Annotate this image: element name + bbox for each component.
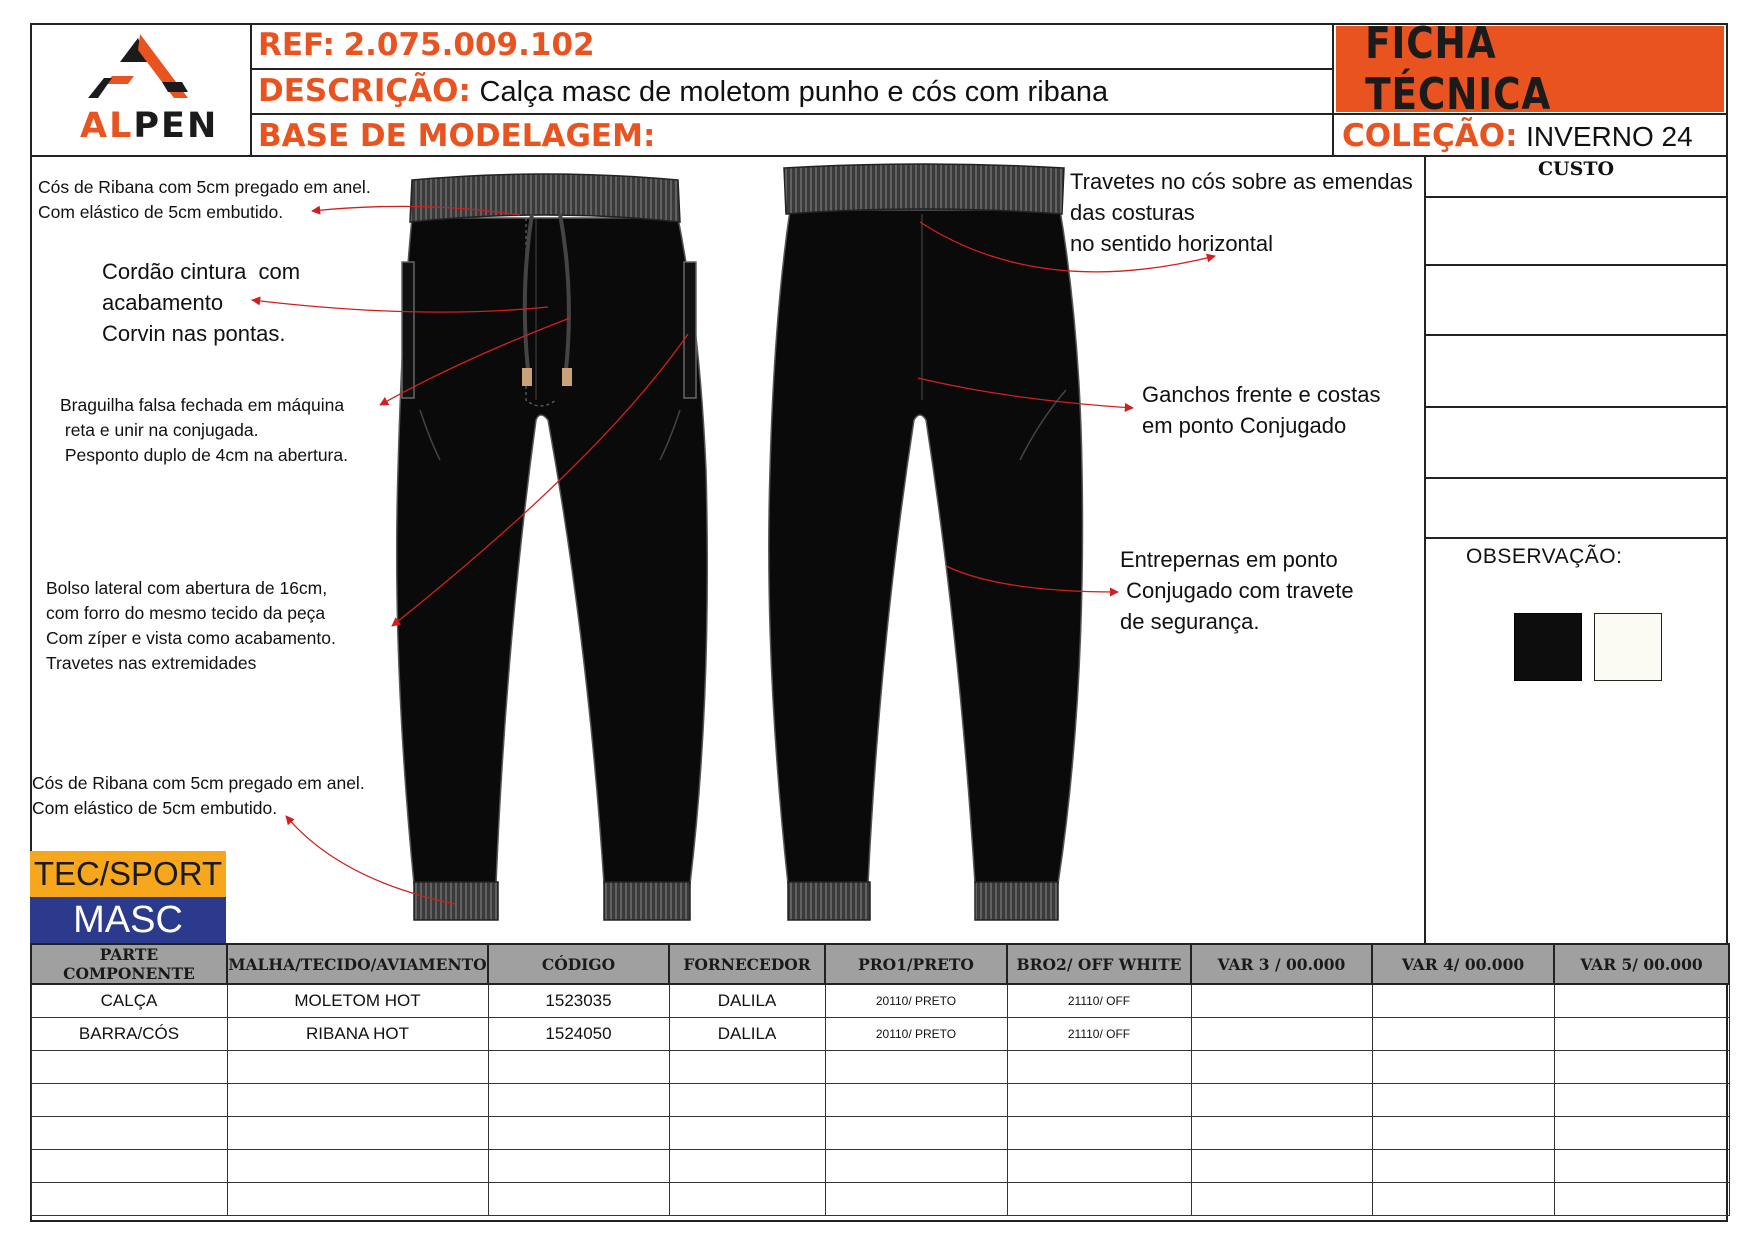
table-cell	[31, 1150, 227, 1183]
col-header: VAR 5/ 00.000	[1554, 944, 1729, 984]
table-row	[31, 1084, 1729, 1117]
category-tag-masc: MASC	[30, 897, 226, 943]
category-tag-tec-sport: TEC/SPORT	[30, 851, 226, 897]
note-braguilha: Braguilha falsa fechada em máquina reta e unir na conjugada. Pesponto duplo de 4cm na abertura.	[60, 395, 348, 465]
front-pants-drawing	[397, 174, 708, 920]
table-row	[31, 984, 1729, 1018]
back-pants-drawing	[769, 164, 1083, 920]
note-bolso: Bolso lateral com abertura de 16cm, com forro do mesmo tecido da peça Com zíper e vista como acabamento. Travetes nas extremidades	[46, 578, 336, 673]
table-cell	[1007, 1183, 1191, 1216]
table-cell	[669, 1183, 825, 1216]
table-cell: 21110/ OFF	[1007, 984, 1191, 1018]
table-cell	[488, 1051, 669, 1084]
table-cell	[227, 1183, 488, 1216]
table-cell	[227, 1117, 488, 1150]
table-cell	[825, 1183, 1007, 1216]
descricao-value: Calça masc de moletom punho e cós com ribana	[479, 76, 1109, 108]
table-cell	[669, 1150, 825, 1183]
table-cell	[488, 1183, 669, 1216]
table-cell: DALILA	[669, 984, 825, 1018]
col-header: VAR 4/ 00.000	[1372, 944, 1554, 984]
table-cell	[1554, 1183, 1729, 1216]
table-cell	[1191, 1117, 1372, 1150]
table-cell	[1372, 1084, 1554, 1117]
materials-table	[30, 943, 1730, 1216]
table-cell	[488, 1084, 669, 1117]
table-cell	[1372, 1183, 1554, 1216]
table-row	[31, 1051, 1729, 1084]
table-row	[31, 1018, 1729, 1051]
table-cell	[227, 1150, 488, 1183]
table-cell	[1372, 1150, 1554, 1183]
table-cell	[1372, 984, 1554, 1018]
table-cell: 1523035	[488, 984, 669, 1018]
table-cell: CALÇA	[31, 984, 227, 1018]
table-cell	[1554, 1150, 1729, 1183]
note-cordao: Cordão cintura com acabamento Corvin nas pontas.	[102, 259, 301, 346]
col-header: CÓDIGO	[488, 944, 669, 984]
ref-value: 2.075.009.102	[343, 27, 595, 63]
ref-label: REF:	[258, 27, 335, 63]
table-cell	[1007, 1117, 1191, 1150]
note-ganchos: Ganchos frente e costas em ponto Conjugado	[1142, 382, 1381, 438]
table-cell	[1191, 984, 1372, 1018]
table-cell: RIBANA HOT	[227, 1018, 488, 1051]
table-cell	[1554, 1117, 1729, 1150]
table-row	[31, 1117, 1729, 1150]
alpen-logo-text: ALPEN	[80, 106, 219, 146]
table-cell	[1191, 1150, 1372, 1183]
table-cell	[825, 1051, 1007, 1084]
note-cos-top: Cós de Ribana com 5cm pregado em anel. Com elástico de 5cm embutido.	[38, 177, 371, 222]
col-header: MALHA/TECIDO/AVIAMENTO	[227, 944, 488, 984]
table-cell	[825, 1084, 1007, 1117]
table-cell	[1007, 1084, 1191, 1117]
table-cell	[1554, 1051, 1729, 1084]
table-cell	[1191, 1183, 1372, 1216]
col-header: PRO1/PRETO	[825, 944, 1007, 984]
base-label: BASE DE MODELAGEM:	[258, 118, 656, 154]
note-cos-bottom: Cós de Ribana com 5cm pregado em anel. Com elástico de 5cm embutido.	[32, 773, 365, 818]
table-cell: 1524050	[488, 1018, 669, 1051]
table-cell	[31, 1084, 227, 1117]
table-cell	[227, 1084, 488, 1117]
descricao-label: DESCRIÇÃO:	[258, 73, 471, 109]
table-cell	[825, 1117, 1007, 1150]
table-cell	[1007, 1051, 1191, 1084]
table-cell	[669, 1084, 825, 1117]
col-header: BRO2/ OFF WHITE	[1007, 944, 1191, 984]
table-cell: 20110/ PRETO	[825, 1018, 1007, 1051]
colecao-value: INVERNO 24	[1526, 121, 1693, 152]
table-cell	[1007, 1150, 1191, 1183]
table-cell	[31, 1117, 227, 1150]
table-cell	[825, 1150, 1007, 1183]
table-row	[31, 1150, 1729, 1183]
custo-heading: CUSTO	[1537, 158, 1615, 180]
table-cell	[1554, 1084, 1729, 1117]
observacao-label: OBSERVAÇÃO:	[1466, 545, 1623, 568]
table-cell: 21110/ OFF	[1007, 1018, 1191, 1051]
table-cell	[1554, 984, 1729, 1018]
table-cell	[1372, 1117, 1554, 1150]
table-cell	[1372, 1051, 1554, 1084]
table-cell: BARRA/CÓS	[31, 1018, 227, 1051]
note-travetes: Travetes no cós sobre as emendas das costuras no sentido horizontal	[1070, 169, 1413, 256]
table-cell	[1191, 1051, 1372, 1084]
table-cell: 20110/ PRETO	[825, 984, 1007, 1018]
colecao-label: COLEÇÃO:	[1342, 118, 1518, 154]
table-cell	[488, 1117, 669, 1150]
col-header: FORNECEDOR	[669, 944, 825, 984]
table-cell	[669, 1117, 825, 1150]
ficha-title: FICHA TÉCNICA	[1365, 18, 1552, 120]
table-cell	[669, 1051, 825, 1084]
table-cell	[31, 1051, 227, 1084]
table-cell	[1191, 1018, 1372, 1051]
col-header: VAR 3 / 00.000	[1191, 944, 1372, 984]
col-header: PARTE COMPONENTE	[31, 944, 227, 984]
table-cell	[1191, 1084, 1372, 1117]
table-cell	[1372, 1018, 1554, 1051]
table-cell: MOLETOM HOT	[227, 984, 488, 1018]
table-header-row	[31, 944, 1729, 984]
table-cell	[31, 1183, 227, 1216]
table-cell	[1554, 1018, 1729, 1051]
color-swatch-off-white	[1594, 613, 1662, 681]
color-swatch-black	[1514, 613, 1582, 681]
table-cell	[227, 1051, 488, 1084]
table-cell: DALILA	[669, 1018, 825, 1051]
table-row	[31, 1183, 1729, 1216]
note-entrepernas: Entrepernas em ponto Conjugado com travete de segurança.	[1120, 547, 1354, 634]
table-cell	[488, 1150, 669, 1183]
